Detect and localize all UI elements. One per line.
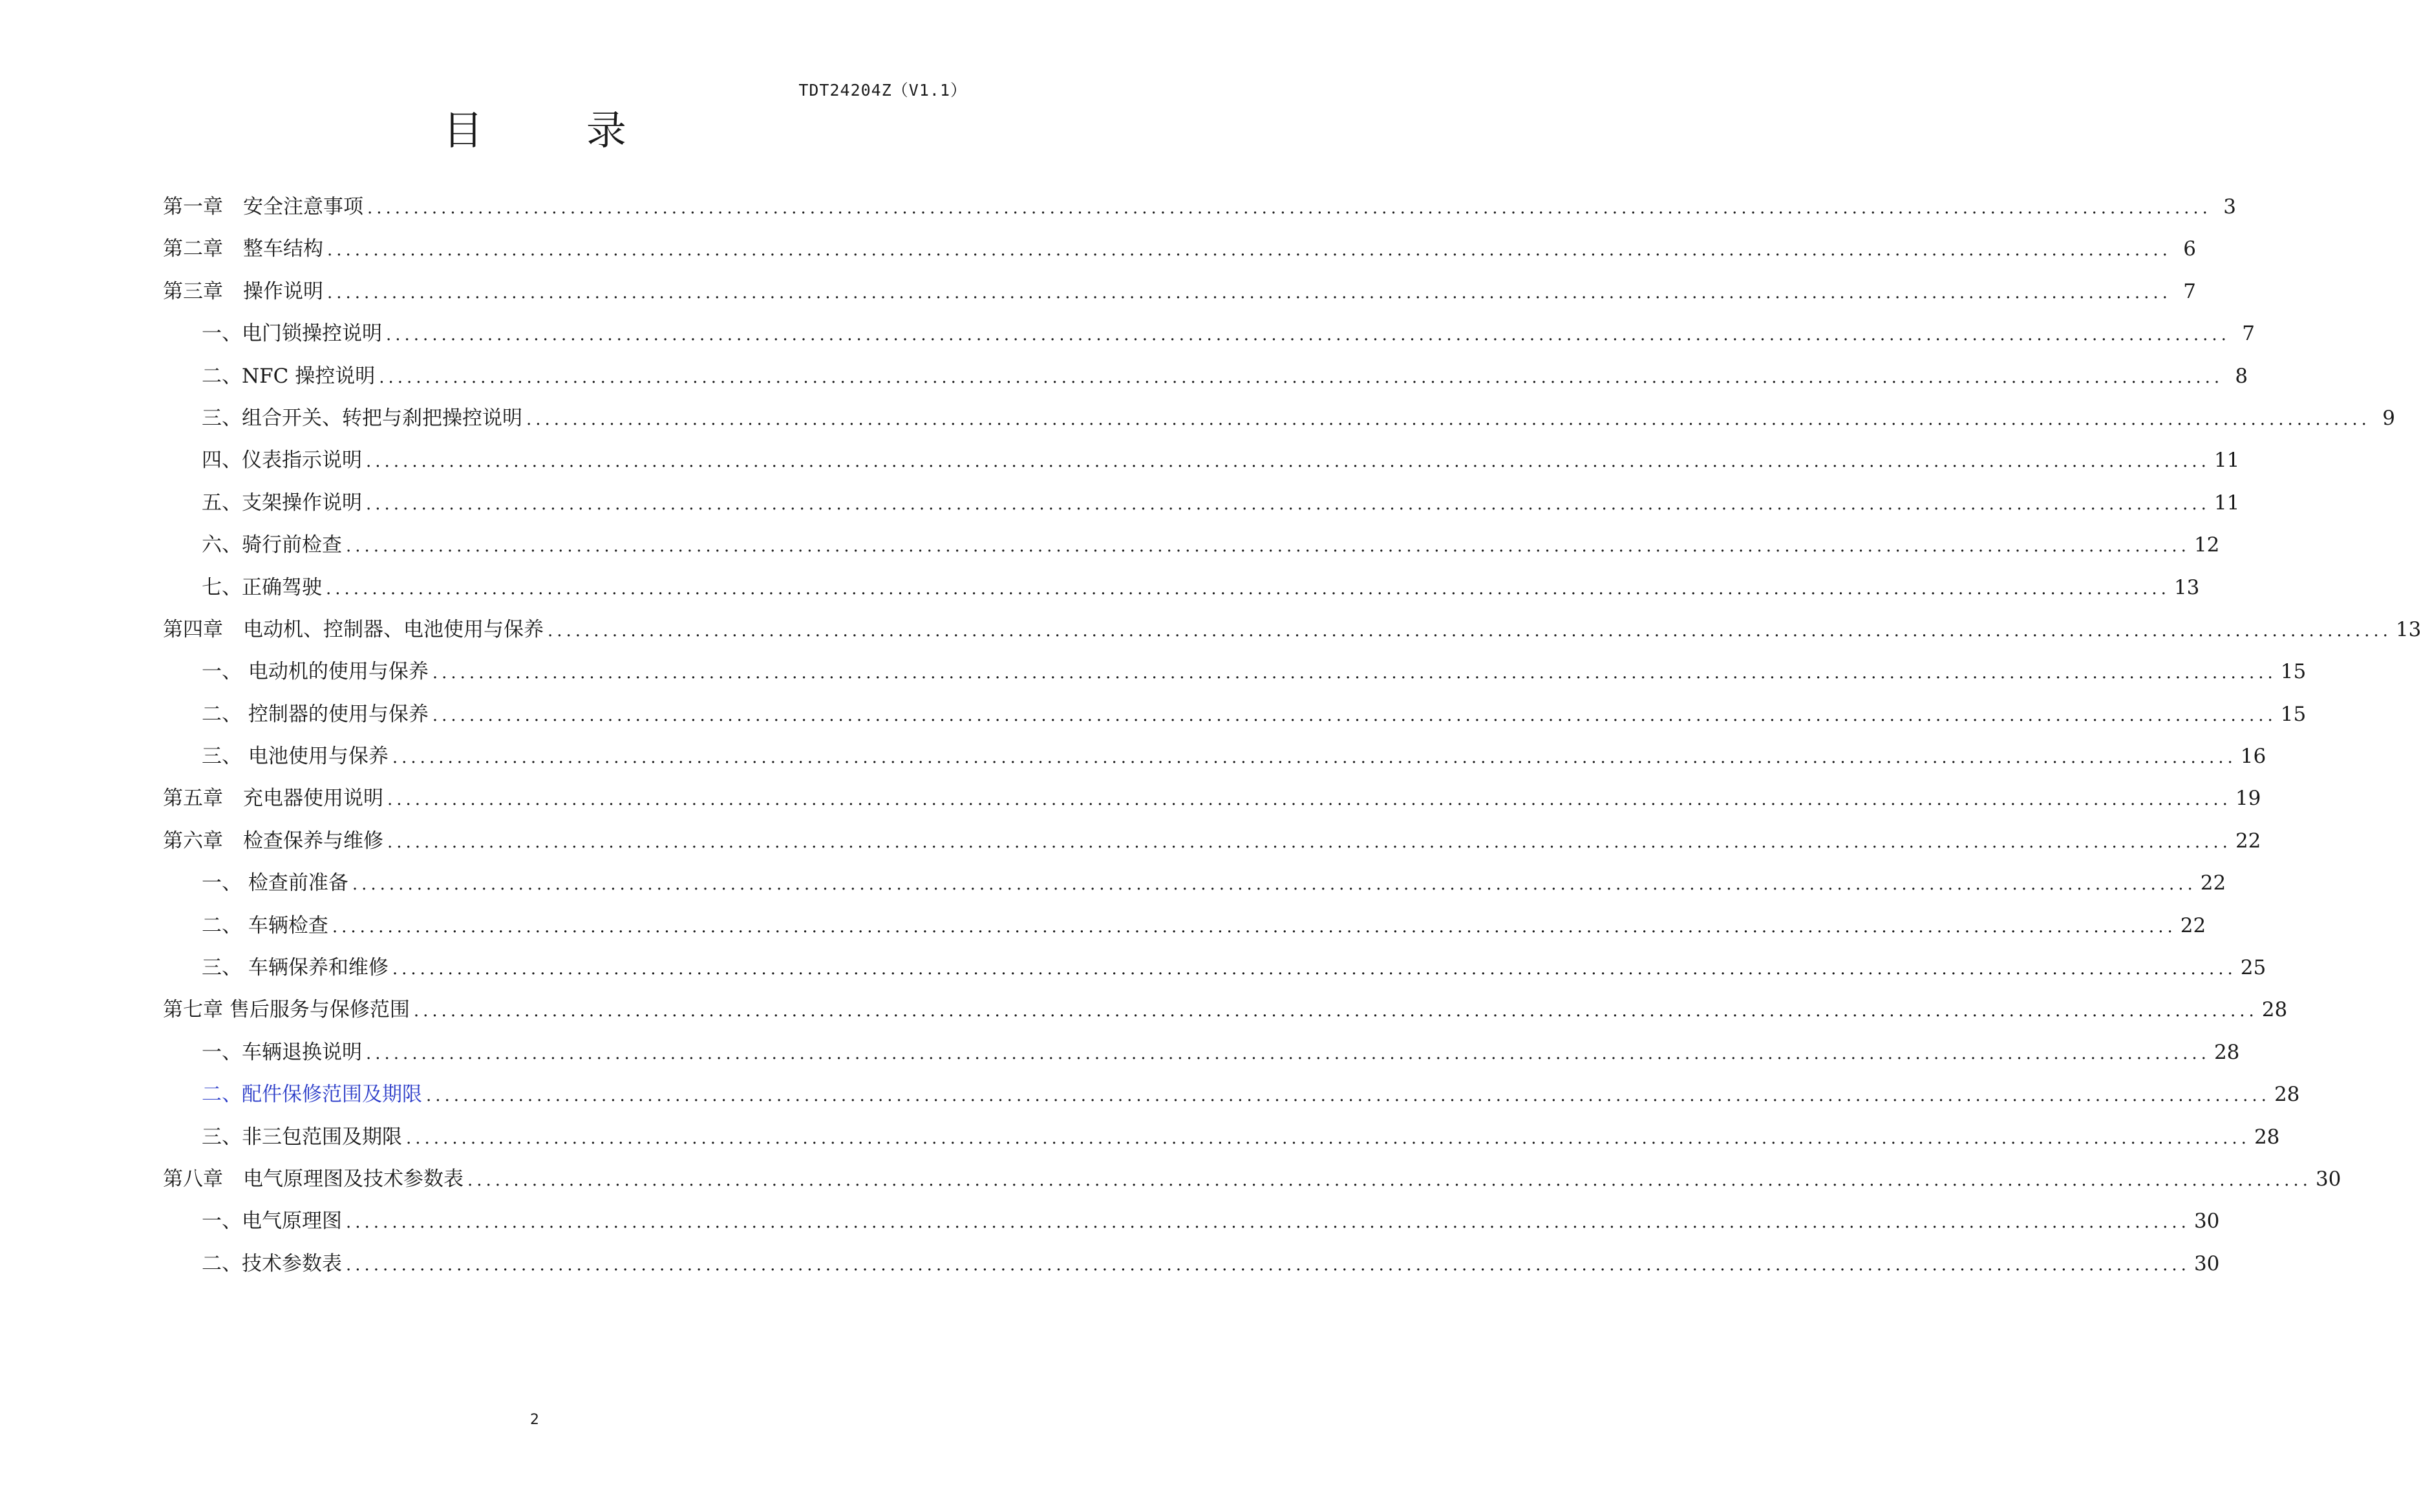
toc-dot-leader: ........................................................................................................................................................................................................	[332, 917, 2177, 937]
toc-entry-label: 第五章 充电器使用说明	[163, 787, 383, 811]
toc-dot-leader: ........................................................................................................................................................................................................	[426, 1086, 2270, 1106]
toc-entry-label: 五、支架操作说明	[202, 491, 362, 515]
toc-entry-label: 四、仪表指示说明	[202, 449, 362, 473]
toc-entry-page-number: 15	[2280, 660, 2307, 684]
page-title: 目 录	[443, 107, 672, 154]
toc-entry-page-number: 9	[2382, 406, 2395, 430]
toc-entry-label: 第六章 检查保养与维修	[163, 829, 383, 853]
toc-entry-page-number: 28	[2213, 1040, 2240, 1064]
toc-section-entry[interactable]	[163, 869, 2226, 911]
toc-dot-leader: ........................................................................................................................................................................................................	[467, 1170, 2312, 1190]
toc-entry-page-number: 11	[2213, 491, 2240, 515]
toc-chapter-entry[interactable]	[163, 193, 2236, 235]
toc-chapter-entry[interactable]	[163, 996, 2288, 1038]
toc-section-entry[interactable]	[163, 1207, 2220, 1249]
toc-entry-label: 二、 控制器的使用与保养	[202, 702, 429, 726]
toc-entry-page-number: 8	[2235, 364, 2248, 388]
toc-dot-leader: ........................................................................................................................................................................................................	[346, 537, 2190, 557]
toc-chapter-entry[interactable]	[163, 615, 2421, 657]
toc-entry-page-number: 3	[2223, 195, 2236, 218]
toc-entry-page-number: 13	[2395, 617, 2421, 641]
toc-entry-page-number: 30	[2315, 1167, 2341, 1191]
toc-entry-page-number: 28	[2254, 1125, 2280, 1149]
toc-section-entry[interactable]	[163, 657, 2307, 699]
toc-entry-label: 二、配件保修范围及期限	[202, 1083, 422, 1107]
toc-entry-label: 七、正确驾驶	[202, 575, 322, 599]
toc-entry-label: 三、组合开关、转把与刹把操控说明	[202, 406, 522, 430]
toc-dot-leader: ........................................................................................................................................................................................................	[346, 1255, 2190, 1275]
toc-chapter-entry[interactable]	[163, 784, 2261, 826]
toc-section-entry[interactable]	[163, 446, 2240, 488]
toc-dot-leader: ........................................................................................................................................................................................................	[392, 748, 2237, 768]
toc-entry-page-number: 12	[2193, 533, 2220, 557]
toc-dot-leader: ........................................................................................................................................................................................................	[367, 198, 2212, 218]
toc-entry-label: 三、非三包范围及期限	[202, 1125, 402, 1149]
toc-dot-leader: ........................................................................................................................................................................................................	[346, 1213, 2190, 1233]
toc-dot-leader: ........................................................................................................................................................................................................	[366, 1043, 2210, 1063]
toc-entry-label: 三、 电池使用与保养	[202, 745, 389, 769]
toc-entry-page-number: 15	[2280, 702, 2307, 726]
toc-entry-label: 第二章 整车结构	[163, 237, 323, 261]
toc-entry-label: 一、 电动机的使用与保养	[202, 660, 429, 684]
toc-chapter-entry[interactable]	[163, 235, 2196, 277]
toc-entry-label: 三、 车辆保养和维修	[202, 956, 389, 980]
toc-dot-leader: ........................................................................................................................................................................................................	[526, 409, 2371, 429]
toc-dot-leader: ........................................................................................................................................................................................................	[387, 832, 2232, 852]
toc-dot-leader: ........................................................................................................................................................................................................	[352, 875, 2197, 895]
toc-dot-leader: ........................................................................................................................................................................................................	[548, 621, 2392, 641]
toc-entry-label: 第七章 售后服务与保修范围	[163, 998, 410, 1022]
toc-entry-page-number: 30	[2193, 1209, 2220, 1233]
toc-entry-label: 二、NFC 操控说明	[202, 364, 376, 388]
toc-dot-leader: ........................................................................................................................................................................................................	[326, 579, 2170, 599]
toc-entry-page-number: 11	[2213, 449, 2240, 473]
toc-dot-leader: ........................................................................................................................................................................................................	[327, 240, 2171, 261]
toc-entry-label: 二、技术参数表	[202, 1251, 342, 1275]
toc-dot-leader: ........................................................................................................................................................................................................	[413, 1001, 2258, 1021]
toc-section-entry[interactable]	[163, 700, 2307, 742]
toc-section-entry[interactable]	[163, 489, 2240, 531]
toc-section-entry[interactable]	[163, 362, 2248, 404]
toc-entry-label: 第三章 操作说明	[163, 279, 323, 303]
document-code: TDT24204Z（V1.1）	[798, 81, 967, 100]
toc-entry-page-number: 28	[2261, 998, 2288, 1022]
toc-entry-page-number: 19	[2235, 787, 2261, 811]
toc-entry-label: 一、电门锁操控说明	[202, 322, 382, 346]
toc-entry-page-number: 6	[2183, 237, 2196, 261]
toc-dot-leader: ........................................................................................................................................................................................................	[379, 367, 2224, 387]
toc-chapter-entry[interactable]	[163, 827, 2261, 869]
toc-section-entry[interactable]	[163, 404, 2395, 446]
toc-entry-page-number: 13	[2173, 575, 2200, 599]
toc-section-entry[interactable]	[163, 742, 2266, 784]
toc-section-entry[interactable]	[163, 1080, 2300, 1122]
toc-entry-label: 一、车辆退换说明	[202, 1040, 362, 1064]
toc-dot-leader: ........................................................................................................................................................................................................	[387, 790, 2232, 810]
toc-entry-label: 一、电气原理图	[202, 1209, 342, 1233]
toc-dot-leader: ........................................................................................................................................................................................................	[432, 705, 2277, 725]
toc-dot-leader: ........................................................................................................................................................................................................	[366, 494, 2210, 514]
toc-entry-label: 六、骑行前检查	[202, 533, 342, 557]
toc-entry-page-number: 22	[2200, 871, 2226, 895]
toc-entry-page-number: 22	[2180, 913, 2206, 937]
toc-section-entry[interactable]	[163, 1250, 2220, 1292]
toc-dot-leader: ........................................................................................................................................................................................................	[386, 325, 2230, 345]
toc-entry-page-number: 30	[2193, 1251, 2220, 1275]
toc-dot-leader: ........................................................................................................................................................................................................	[366, 452, 2210, 472]
toc-dot-leader: ........................................................................................................................................................................................................	[327, 282, 2171, 303]
toc-entry-label: 第四章 电动机、控制器、电池使用与保养	[163, 617, 544, 641]
toc-dot-leader: ........................................................................................................................................................................................................	[432, 663, 2277, 683]
toc-dot-leader: ........................................................................................................................................................................................................	[392, 959, 2237, 979]
toc-entry-page-number: 7	[2183, 279, 2196, 303]
toc-entry-page-number: 16	[2240, 745, 2266, 769]
toc-entry-page-number: 22	[2235, 829, 2261, 853]
toc-section-entry[interactable]	[163, 531, 2220, 573]
toc-entry-page-number: 7	[2242, 322, 2255, 346]
toc-section-entry[interactable]	[163, 1123, 2280, 1165]
toc-chapter-entry[interactable]	[163, 277, 2196, 319]
toc-section-entry[interactable]	[163, 319, 2255, 361]
toc-entry-label: 第八章 电气原理图及技术参数表	[163, 1167, 464, 1191]
toc-entry-label: 二、 车辆检查	[202, 913, 328, 937]
toc-section-entry[interactable]	[163, 953, 2266, 996]
table-of-contents	[163, 193, 2421, 1292]
toc-section-entry[interactable]	[163, 911, 2206, 953]
page-number: 2	[530, 1412, 539, 1428]
toc-section-entry[interactable]	[163, 573, 2200, 615]
toc-entry-label: 第一章 安全注意事项	[163, 195, 363, 218]
toc-entry-label: 一、 检查前准备	[202, 871, 348, 895]
toc-chapter-entry[interactable]	[163, 1165, 2341, 1207]
toc-section-entry[interactable]	[163, 1038, 2240, 1080]
toc-dot-leader: ........................................................................................................................................................................................................	[406, 1128, 2250, 1148]
toc-entry-page-number: 28	[2274, 1083, 2300, 1107]
toc-entry-page-number: 25	[2240, 956, 2266, 980]
